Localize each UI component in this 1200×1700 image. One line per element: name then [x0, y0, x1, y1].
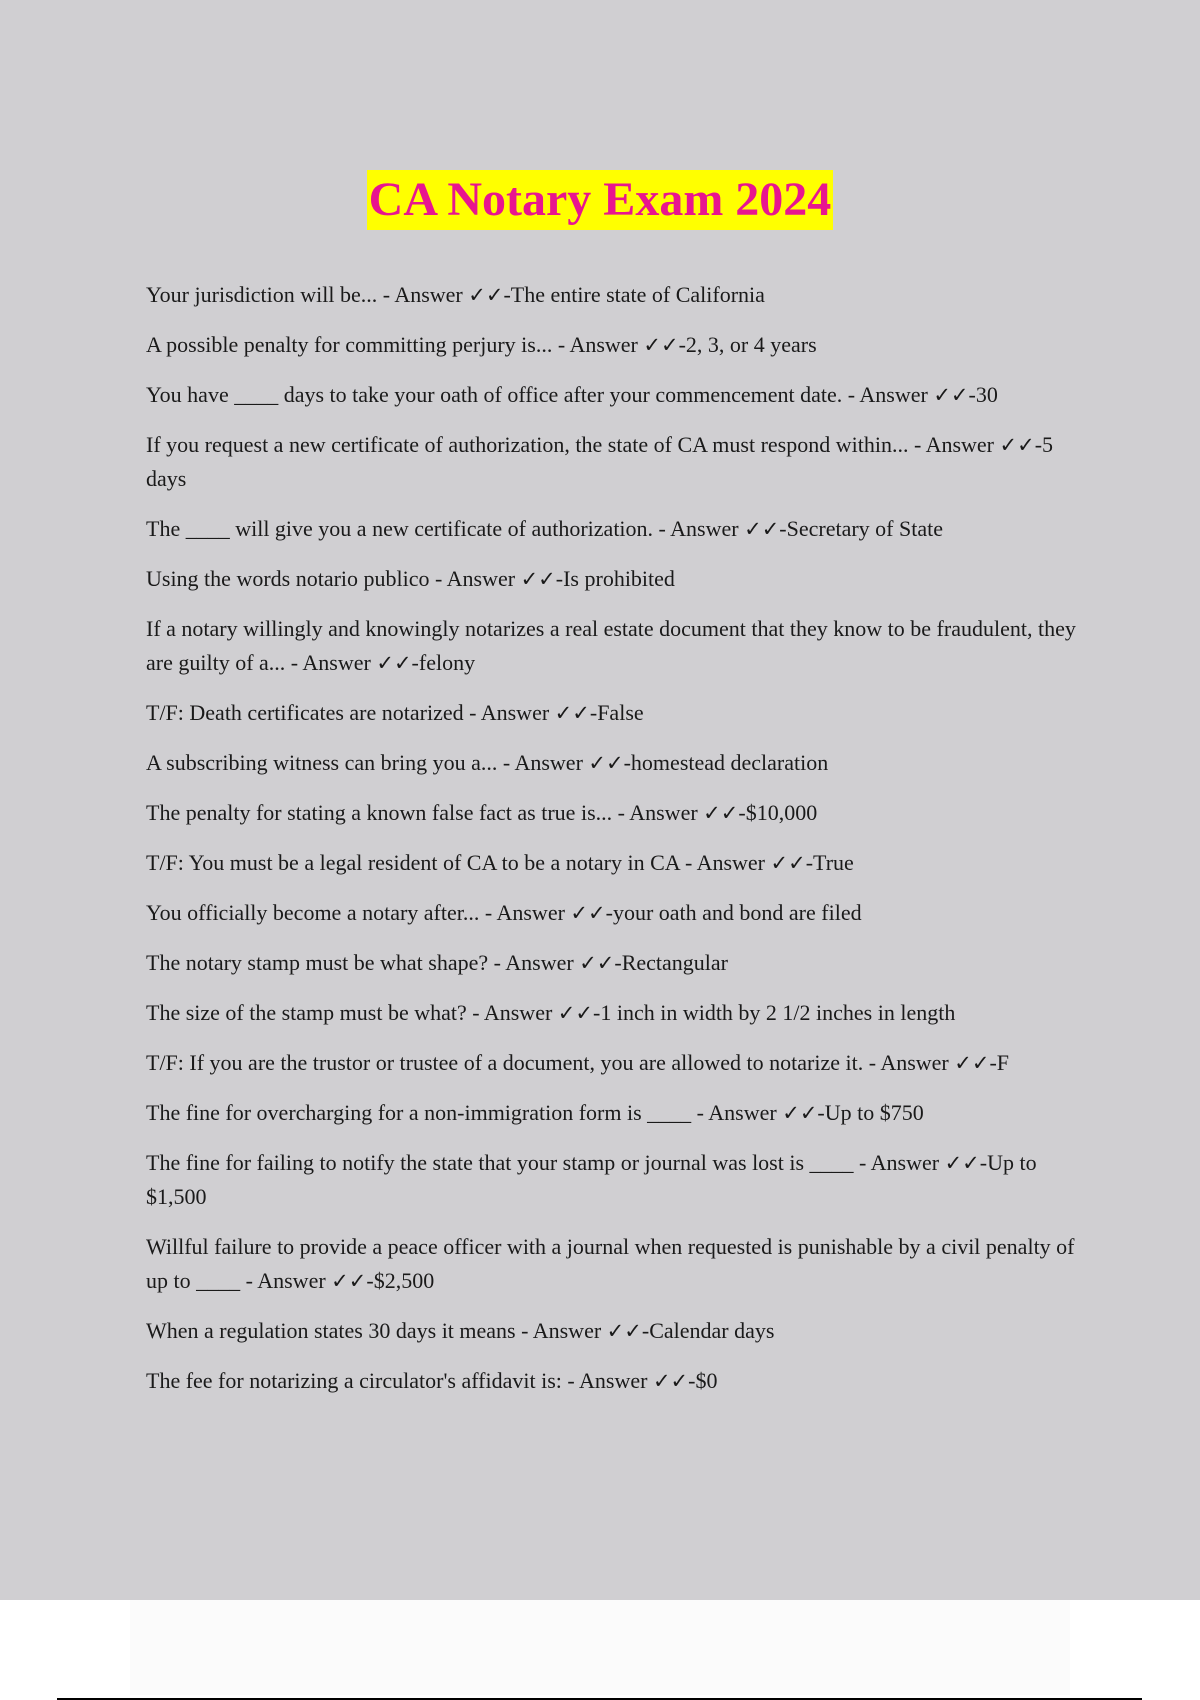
qa-item [146, 996, 1086, 1030]
question-text: Your jurisdiction will be... [146, 282, 383, 307]
answer-text: -felony [411, 650, 476, 675]
answer-text: -Calendar days [641, 1318, 775, 1343]
answer-text: -2, 3, or 4 years [678, 332, 817, 357]
double-check-icon: ✓✓ [744, 517, 780, 541]
double-check-icon: ✓✓ [933, 383, 969, 407]
answer-prefix: - Answer [484, 900, 571, 925]
qa-item [146, 746, 1086, 780]
answer-text: -Rectangular [614, 950, 728, 975]
answer-prefix: - Answer [472, 1000, 558, 1025]
double-check-icon: ✓✓ [652, 1369, 689, 1393]
qa-item [146, 1096, 1086, 1130]
answer-text: -Up to $1,500 [146, 1150, 1037, 1209]
qa-item [146, 278, 1086, 312]
double-check-icon: ✓✓ [376, 651, 412, 675]
answer-prefix: - Answer [617, 800, 704, 825]
answer-text: -your oath and bond are filed [605, 900, 862, 925]
double-check-icon: ✓✓ [468, 283, 504, 307]
answer-prefix: - Answer [567, 1368, 653, 1393]
qa-item [146, 796, 1086, 830]
answer-text: -5 days [146, 432, 1054, 491]
qa-item [146, 1046, 1086, 1080]
double-check-icon: ✓✓ [954, 1051, 990, 1075]
question-text: The fine for overcharging for a non-immigration form is ____ [146, 1100, 697, 1125]
question-text: If you request a new certificate of authorization, the state of CA must respond within... [146, 432, 914, 457]
answer-text: -Is prohibited [555, 566, 675, 591]
double-check-icon: ✓✓ [606, 1319, 642, 1343]
answer-prefix: - Answer [469, 700, 555, 725]
question-text: T/F: Death certificates are notarized [146, 700, 470, 725]
qa-item [146, 512, 1086, 546]
answer-text: -False [589, 700, 644, 725]
double-check-icon: ✓✓ [579, 951, 615, 975]
answer-prefix: - Answer [557, 332, 644, 357]
answer-prefix: - Answer [868, 1050, 955, 1075]
answer-prefix: - Answer [847, 382, 934, 407]
qa-item [146, 1314, 1086, 1348]
answer-prefix: - Answer [913, 432, 1000, 457]
qa-item [146, 562, 1086, 596]
question-text: The ____ will give you a new certificate of authorization. [146, 516, 659, 541]
qa-item [146, 1146, 1086, 1214]
question-text: If a notary willingly and knowingly notarizes a real estate document that they know to be fraudulent, they are guilty of a... [146, 616, 1076, 675]
question-text: When a regulation states 30 days it means [146, 1318, 522, 1343]
answer-text: -True [805, 850, 854, 875]
answer-text: -30 [968, 382, 998, 407]
qa-item [146, 946, 1086, 980]
question-text: The penalty for stating a known false fact as true is... [146, 800, 618, 825]
double-check-icon: ✓✓ [331, 1269, 367, 1293]
answer-prefix: - Answer [502, 750, 589, 775]
double-check-icon: ✓✓ [944, 1151, 980, 1175]
question-text: Using the words notario publico [146, 566, 436, 591]
double-check-icon: ✓✓ [588, 751, 624, 775]
answer-prefix: - Answer [859, 1150, 945, 1175]
answer-prefix: - Answer [382, 282, 469, 307]
answer-prefix: - Answer [245, 1268, 332, 1293]
page-footer [0, 1600, 1200, 1700]
question-text: The size of the stamp must be what? [146, 1000, 473, 1025]
answer-prefix: - Answer [521, 1318, 607, 1343]
qa-item [146, 328, 1086, 362]
double-check-icon: ✓✓ [557, 1001, 593, 1025]
question-text: The fee for notarizing a circulator's affidavit is: [146, 1368, 568, 1393]
double-check-icon: ✓✓ [520, 567, 556, 591]
document-title: CA Notary Exam 2024 [367, 170, 834, 230]
answer-text: -homestead declaration [623, 750, 829, 775]
question-text: You officially become a notary after... [146, 900, 485, 925]
answer-prefix: - Answer [493, 950, 580, 975]
answer-prefix: - Answer [658, 516, 745, 541]
answer-prefix: - Answer [684, 850, 771, 875]
qa-item [146, 896, 1086, 930]
answer-text: -Secretary of State [779, 516, 943, 541]
question-text: A possible penalty for committing perjury is... [146, 332, 558, 357]
qa-item [146, 1230, 1086, 1298]
qa-item [146, 612, 1086, 680]
double-check-icon: ✓✓ [770, 851, 806, 875]
answer-text: -$10,000 [738, 800, 818, 825]
qa-item [146, 378, 1086, 412]
qa-item [146, 696, 1086, 730]
answer-prefix: - Answer [290, 650, 377, 675]
answer-text: -The entire state of California [503, 282, 765, 307]
answer-text: -Up to $750 [817, 1100, 924, 1125]
double-check-icon: ✓✓ [554, 701, 590, 725]
qa-item [146, 428, 1086, 496]
answer-prefix: - Answer [435, 566, 521, 591]
answer-text: -1 inch in width by 2 1/2 inches in length [593, 1000, 956, 1025]
footer-shade [130, 1600, 1070, 1695]
question-text: Willful failure to provide a peace officer with a journal when requested is punishable by a civil penalty of up to ____ [146, 1234, 1075, 1293]
question-text: T/F: If you are the trustor or trustee of a document, you are allowed to notarize it. [146, 1050, 869, 1075]
question-text: You have ____ days to take your oath of office after your commencement date. [146, 382, 848, 407]
answer-text: -$2,500 [366, 1268, 435, 1293]
answer-text: -F [989, 1050, 1010, 1075]
double-check-icon: ✓✓ [570, 901, 606, 925]
question-text: T/F: You must be a legal resident of CA to be a notary in CA [146, 850, 685, 875]
double-check-icon: ✓✓ [782, 1101, 818, 1125]
qa-list [146, 278, 1086, 1414]
double-check-icon: ✓✓ [703, 801, 739, 825]
question-text: The fine for failing to notify the state that your stamp or journal was lost is ____ [146, 1150, 860, 1175]
double-check-icon: ✓✓ [999, 433, 1035, 457]
answer-prefix: - Answer [696, 1100, 783, 1125]
answer-text: -$0 [688, 1368, 718, 1393]
double-check-icon: ✓✓ [643, 333, 679, 357]
question-text: The notary stamp must be what shape? [146, 950, 494, 975]
question-text: A subscribing witness can bring you a... [146, 750, 503, 775]
title-container [0, 170, 1200, 230]
qa-item [146, 846, 1086, 880]
qa-item [146, 1364, 1086, 1398]
